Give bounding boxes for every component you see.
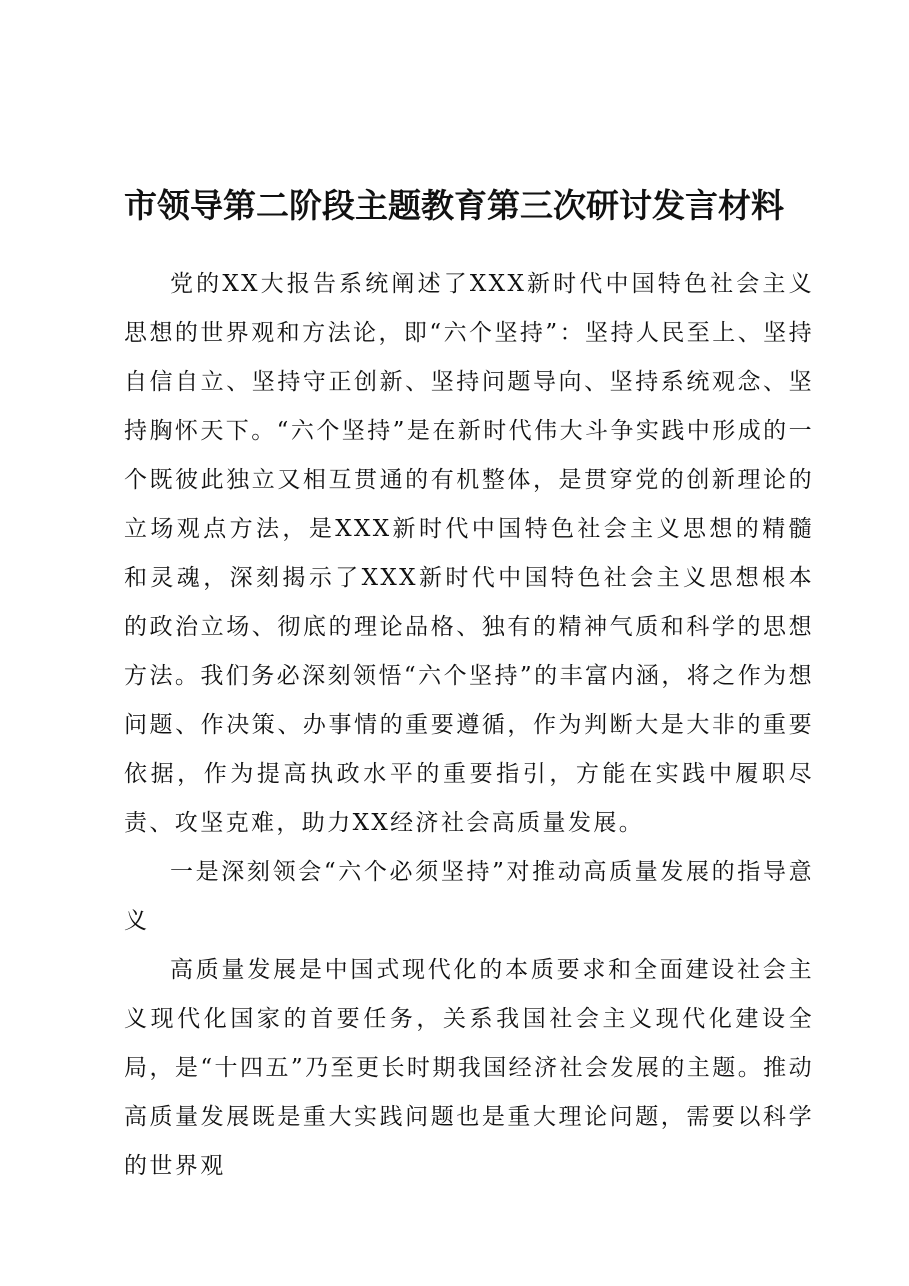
section-heading-one: 一是深刻领会“六个必须坚持”对推动高质量发展的指导意义 xyxy=(124,859,814,934)
paragraph-intro: 党的XX大报告系统阐述了XXX新时代中国特色社会主义思想的世界观和方法论，即“六个坚持”：坚持人民至上、坚持自信自立、坚持守正创新、坚持问题导向、坚持系统观念、坚持胸怀天下。“六个坚持”是在新时代伟大斗争实践中形成的一个既彼此独立又相互贯通的有机整体，是贯穿党的创新理论的立场观点方法，是XXX新时代中国特色社会主义思想的精髓和灵魂，深刻揭示了XXX新时代中国特色社会主义思想根本的政治立场、彻底的理论品格、独有的精神气质和科学的思想方法。我们务必深刻领悟“六个坚持”的丰富内涵，将之作为想问题、作决策、办事情的重要遵循，作为判断大是大非的重要依据，作为提高执政水平的重要指引，方能在实践中履职尽责、攻坚克难，助力XX经济社会高质量发展。 xyxy=(124,271,814,836)
document-title: 市领导第二阶段主题教育第三次研讨发言材料 xyxy=(124,186,784,225)
document-body xyxy=(124,260,814,1191)
paragraph-high-quality-development: 高质量发展是中国式现代化的本质要求和全面建设社会主义现代化国家的首要任务，关系我国社会主义现代化建设全局，是“十四五”乃至更长时期我国经济社会发展的主题。推动高质量发展既是重大实践问题也是重大理论问题，需要以科学的世界观 xyxy=(124,957,814,1179)
